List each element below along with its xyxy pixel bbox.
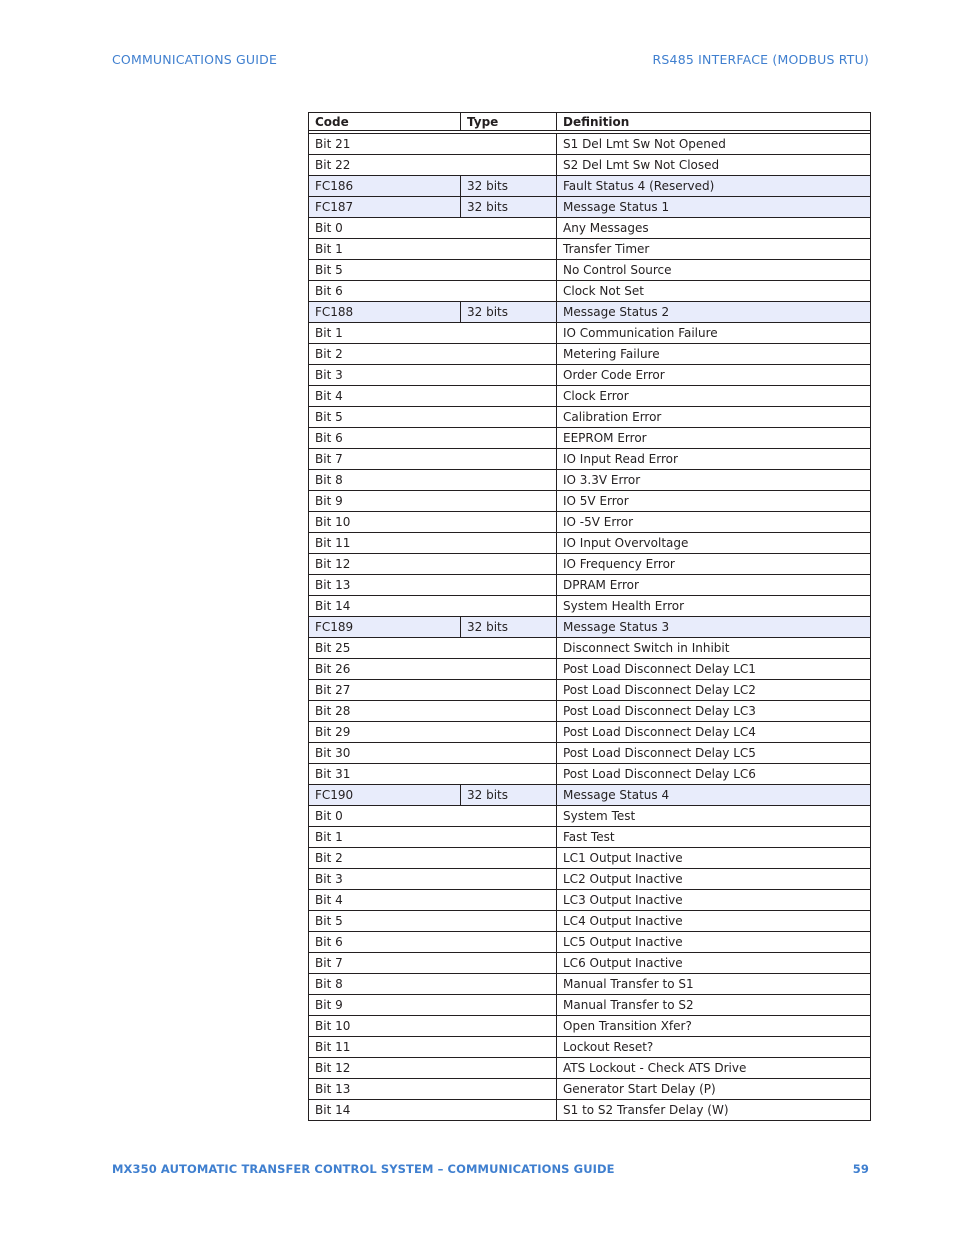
cell-code: Bit 5 (309, 407, 557, 428)
page-number: 59 (852, 1162, 869, 1176)
cell-code: Bit 11 (309, 1037, 557, 1058)
cell-code: FC190 (309, 785, 461, 806)
cell-definition: S1 to S2 Transfer Delay (W) (557, 1100, 871, 1121)
cell-type: 32 bits (461, 176, 557, 197)
cell-definition: Fault Status 4 (Reserved) (557, 176, 871, 197)
cell-definition: Metering Failure (557, 344, 871, 365)
cell-code: Bit 8 (309, 974, 557, 995)
cell-code: Bit 27 (309, 680, 557, 701)
table-row (309, 554, 871, 575)
cell-definition: Transfer Timer (557, 239, 871, 260)
cell-code: Bit 12 (309, 554, 557, 575)
table-row (309, 449, 871, 470)
cell-type: 32 bits (461, 197, 557, 218)
table-row (309, 806, 871, 827)
cell-definition: IO Input Overvoltage (557, 533, 871, 554)
table-row (309, 743, 871, 764)
cell-code: Bit 10 (309, 512, 557, 533)
table-row (309, 638, 871, 659)
cell-definition: Calibration Error (557, 407, 871, 428)
table-row (309, 323, 871, 344)
cell-code: Bit 30 (309, 743, 557, 764)
table-row (309, 764, 871, 785)
table-row (309, 239, 871, 260)
cell-definition: System Test (557, 806, 871, 827)
table-row (309, 134, 871, 155)
cell-definition: No Control Source (557, 260, 871, 281)
cell-code: Bit 13 (309, 1079, 557, 1100)
cell-code: Bit 3 (309, 365, 557, 386)
cell-code: Bit 8 (309, 470, 557, 491)
running-footer-title: MX350 AUTOMATIC TRANSFER CONTROL SYSTEM – COMMUNICATIONS GUIDE (112, 1162, 615, 1176)
cell-code: Bit 9 (309, 491, 557, 512)
cell-code: Bit 26 (309, 659, 557, 680)
cell-code: FC189 (309, 617, 461, 638)
table-row (309, 428, 871, 449)
cell-definition: Lockout Reset? (557, 1037, 871, 1058)
cell-code: Bit 14 (309, 596, 557, 617)
table-row (309, 1058, 871, 1079)
cell-definition: LC5 Output Inactive (557, 932, 871, 953)
table-row (309, 722, 871, 743)
cell-code: Bit 14 (309, 1100, 557, 1121)
cell-definition: Post Load Disconnect Delay LC2 (557, 680, 871, 701)
cell-code: Bit 31 (309, 764, 557, 785)
cell-definition: Message Status 4 (557, 785, 871, 806)
column-header-code: Code (309, 113, 461, 131)
table-row (309, 1079, 871, 1100)
cell-type: 32 bits (461, 617, 557, 638)
cell-code: Bit 13 (309, 575, 557, 596)
cell-code: FC186 (309, 176, 461, 197)
table-row (309, 1016, 871, 1037)
table-row-format-code (309, 302, 871, 323)
table-row (309, 680, 871, 701)
cell-code: Bit 22 (309, 155, 557, 176)
code-definition-table (308, 112, 871, 1121)
column-header-type: Type (461, 113, 557, 131)
table-row (309, 155, 871, 176)
cell-definition: IO 3.3V Error (557, 470, 871, 491)
cell-code: Bit 9 (309, 995, 557, 1016)
table-row-format-code (309, 197, 871, 218)
table-row-format-code (309, 176, 871, 197)
table-row (309, 659, 871, 680)
cell-code: Bit 12 (309, 1058, 557, 1079)
table-row (309, 218, 871, 239)
table-row (309, 1037, 871, 1058)
cell-definition: S2 Del Lmt Sw Not Closed (557, 155, 871, 176)
cell-definition: Fast Test (557, 827, 871, 848)
cell-code: Bit 7 (309, 449, 557, 470)
table-body (309, 131, 871, 1121)
cell-code: Bit 1 (309, 239, 557, 260)
cell-definition: Order Code Error (557, 365, 871, 386)
table-row (309, 386, 871, 407)
cell-code: FC188 (309, 302, 461, 323)
cell-code: Bit 29 (309, 722, 557, 743)
table-row (309, 890, 871, 911)
table-header-row (309, 113, 871, 131)
cell-definition: Post Load Disconnect Delay LC6 (557, 764, 871, 785)
cell-definition: Post Load Disconnect Delay LC4 (557, 722, 871, 743)
cell-code: Bit 4 (309, 386, 557, 407)
cell-definition: Manual Transfer to S2 (557, 995, 871, 1016)
cell-definition: EEPROM Error (557, 428, 871, 449)
table-row (309, 470, 871, 491)
cell-definition: Message Status 3 (557, 617, 871, 638)
cell-definition: IO Frequency Error (557, 554, 871, 575)
table-row (309, 260, 871, 281)
table-row (309, 491, 871, 512)
cell-definition: DPRAM Error (557, 575, 871, 596)
cell-code: Bit 0 (309, 806, 557, 827)
cell-definition: IO Input Read Error (557, 449, 871, 470)
cell-definition: Open Transition Xfer? (557, 1016, 871, 1037)
table-row (309, 407, 871, 428)
cell-definition: Message Status 2 (557, 302, 871, 323)
table-row (309, 911, 871, 932)
cell-definition: Clock Error (557, 386, 871, 407)
table-row (309, 995, 871, 1016)
cell-code: Bit 11 (309, 533, 557, 554)
cell-code: Bit 2 (309, 848, 557, 869)
table-row (309, 932, 871, 953)
cell-code: Bit 4 (309, 890, 557, 911)
cell-code: Bit 2 (309, 344, 557, 365)
running-header-left: COMMUNICATIONS GUIDE (112, 52, 278, 67)
cell-definition: ATS Lockout - Check ATS Drive (557, 1058, 871, 1079)
cell-code: Bit 0 (309, 218, 557, 239)
cell-definition: Clock Not Set (557, 281, 871, 302)
table-row (309, 848, 871, 869)
table-row (309, 974, 871, 995)
cell-definition: Post Load Disconnect Delay LC1 (557, 659, 871, 680)
cell-definition: Manual Transfer to S1 (557, 974, 871, 995)
cell-code: Bit 1 (309, 827, 557, 848)
table-row (309, 596, 871, 617)
cell-code: Bit 5 (309, 260, 557, 281)
cell-definition: LC4 Output Inactive (557, 911, 871, 932)
table-row (309, 344, 871, 365)
table-row (309, 953, 871, 974)
cell-definition: IO Communication Failure (557, 323, 871, 344)
table-row (309, 365, 871, 386)
cell-definition: Disconnect Switch in Inhibit (557, 638, 871, 659)
table-row (309, 827, 871, 848)
table-row (309, 701, 871, 722)
cell-definition: Post Load Disconnect Delay LC3 (557, 701, 871, 722)
cell-code: FC187 (309, 197, 461, 218)
cell-type: 32 bits (461, 302, 557, 323)
cell-code: Bit 3 (309, 869, 557, 890)
cell-definition: LC6 Output Inactive (557, 953, 871, 974)
running-header-right: RS485 INTERFACE (MODBUS RTU) (652, 52, 869, 67)
cell-code: Bit 6 (309, 932, 557, 953)
cell-code: Bit 21 (309, 134, 557, 155)
table-row-format-code (309, 785, 871, 806)
cell-definition: Message Status 1 (557, 197, 871, 218)
table-row (309, 869, 871, 890)
cell-code: Bit 6 (309, 281, 557, 302)
cell-definition: System Health Error (557, 596, 871, 617)
cell-code: Bit 25 (309, 638, 557, 659)
cell-definition: S1 Del Lmt Sw Not Opened (557, 134, 871, 155)
table-row (309, 1100, 871, 1121)
column-header-definition: Definition (557, 113, 871, 131)
cell-definition: Post Load Disconnect Delay LC5 (557, 743, 871, 764)
cell-definition: IO 5V Error (557, 491, 871, 512)
table-row (309, 281, 871, 302)
cell-code: Bit 28 (309, 701, 557, 722)
table-row (309, 575, 871, 596)
cell-definition: LC2 Output Inactive (557, 869, 871, 890)
cell-definition: LC1 Output Inactive (557, 848, 871, 869)
cell-code: Bit 1 (309, 323, 557, 344)
table-row-format-code (309, 617, 871, 638)
table-row (309, 533, 871, 554)
cell-code: Bit 5 (309, 911, 557, 932)
cell-definition: Any Messages (557, 218, 871, 239)
cell-code: Bit 6 (309, 428, 557, 449)
table-row (309, 512, 871, 533)
cell-code: Bit 7 (309, 953, 557, 974)
cell-type: 32 bits (461, 785, 557, 806)
cell-definition: IO -5V Error (557, 512, 871, 533)
cell-definition: Generator Start Delay (P) (557, 1079, 871, 1100)
cell-definition: LC3 Output Inactive (557, 890, 871, 911)
cell-code: Bit 10 (309, 1016, 557, 1037)
